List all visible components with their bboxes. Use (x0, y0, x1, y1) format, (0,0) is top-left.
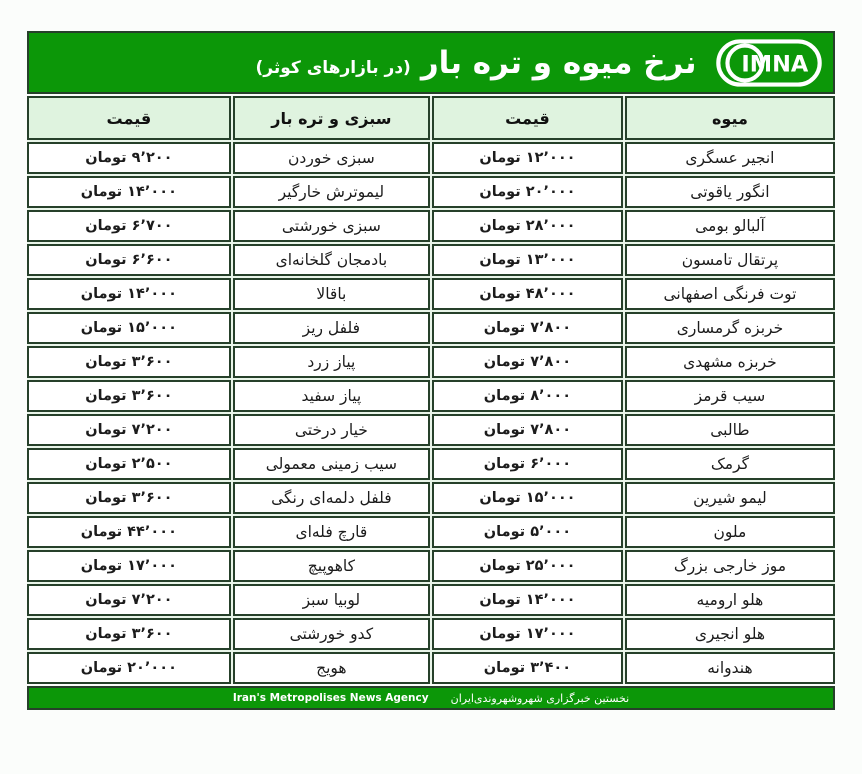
veg-name-cell: باقالا (233, 278, 430, 310)
column-header-fruit: میوه (625, 96, 835, 140)
veg-price-cell: ۳٬۶۰۰ تومان (27, 482, 231, 514)
veg-name-cell: سیب زمینی معمولی (233, 448, 430, 480)
title-subtitle: (در بازارهای کوثر) (255, 57, 411, 78)
veg-name-cell: لیموترش خارگیر (233, 176, 430, 208)
fruit-price-cell: ۵٬۰۰۰ تومان (432, 516, 623, 548)
fruit-price-cell: ۱۲٬۰۰۰ تومان (432, 142, 623, 174)
fruit-price-cell: ۶٬۰۰۰ تومان (432, 448, 623, 480)
fruit-name-cell: طالبی (625, 414, 835, 446)
veg-price-cell: ۱۴٬۰۰۰ تومان (27, 278, 231, 310)
fruit-name-cell: لیمو شیرین (625, 482, 835, 514)
veg-price-cell: ۴۴٬۰۰۰ تومان (27, 516, 231, 548)
fruit-price-cell: ۸٬۰۰۰ تومان (432, 380, 623, 412)
fruit-price-cell: ۲۰٬۰۰۰ تومان (432, 176, 623, 208)
price-table (27, 96, 835, 684)
fruit-price-cell: ۷٬۸۰۰ تومان (432, 312, 623, 344)
veg-name-cell: قارچ فله‌ای (233, 516, 430, 548)
fruit-name-cell: توت فرنگی اصفهانی (625, 278, 835, 310)
veg-price-cell: ۳٬۶۰۰ تومان (27, 618, 231, 650)
veg-name-cell: کاهوپیچ (233, 550, 430, 582)
fruit-name-cell: خربزه گرمساری (625, 312, 835, 344)
fruit-price-cell: ۲۸٬۰۰۰ تومان (432, 210, 623, 242)
veg-name-cell: فلفل ریز (233, 312, 430, 344)
veg-name-cell: پیاز سفید (233, 380, 430, 412)
veg-price-cell: ۲۰٬۰۰۰ تومان (27, 652, 231, 684)
fruit-name-cell: خربزه مشهدی (625, 346, 835, 378)
fruit-name-cell: موز خارجی بزرگ (625, 550, 835, 582)
imna-logo-text: IMNA (741, 50, 809, 77)
veg-price-cell: ۲٬۵۰۰ تومان (27, 448, 231, 480)
fruit-name-cell: هلو ارومیه (625, 584, 835, 616)
imna-logo-icon (715, 37, 823, 89)
veg-name-cell: بادمجان گلخانه‌ای (233, 244, 430, 276)
veg-price-cell: ۱۵٬۰۰۰ تومان (27, 312, 231, 344)
veg-price-cell: ۷٬۲۰۰ تومان (27, 584, 231, 616)
veg-name-cell: سبزی خوردن (233, 142, 430, 174)
veg-price-cell: ۷٬۲۰۰ تومان (27, 414, 231, 446)
page-title (256, 45, 697, 81)
price-table-poster (27, 31, 835, 710)
fruit-name-cell: ملون (625, 516, 835, 548)
fruit-price-cell: ۴۸٬۰۰۰ تومان (432, 278, 623, 310)
veg-price-cell: ۱۴٬۰۰۰ تومان (27, 176, 231, 208)
veg-name-cell: لوبیا سبز (233, 584, 430, 616)
veg-price-cell: ۶٬۷۰۰ تومان (27, 210, 231, 242)
fruit-name-cell: آلبالو بومی (625, 210, 835, 242)
footer-agency-name-en: Iran's Metropolises News Agency (232, 692, 429, 704)
fruit-price-cell: ۱۴٬۰۰۰ تومان (432, 584, 623, 616)
fruit-price-cell: ۱۳٬۰۰۰ تومان (432, 244, 623, 276)
veg-price-cell: ۹٬۲۰۰ تومان (27, 142, 231, 174)
fruit-name-cell: گرمک (625, 448, 835, 480)
veg-price-cell: ۳٬۶۰۰ تومان (27, 380, 231, 412)
title-bar (27, 31, 835, 94)
fruit-price-cell: ۲۵٬۰۰۰ تومان (432, 550, 623, 582)
fruit-name-cell: انجیر عسگری (625, 142, 835, 174)
veg-name-cell: کدو خورشتی (233, 618, 430, 650)
veg-price-cell: ۱۷٬۰۰۰ تومان (27, 550, 231, 582)
fruit-price-cell: ۳٬۴۰۰ تومان (432, 652, 623, 684)
footer-agency-name-fa: نخستین خبرگزاری شهروشهروندی‌ایران (450, 691, 630, 705)
veg-name-cell: خیار درختی (233, 414, 430, 446)
fruit-name-cell: هندوانه (625, 652, 835, 684)
column-header-veg-price: قیمت (27, 96, 231, 140)
veg-name-cell: پیاز زرد (233, 346, 430, 378)
veg-name-cell: سبزی خورشتی (233, 210, 430, 242)
fruit-name-cell: پرتقال تامسون (625, 244, 835, 276)
fruit-price-cell: ۷٬۸۰۰ تومان (432, 346, 623, 378)
veg-name-cell: فلفل دلمه‌ای رنگی (233, 482, 430, 514)
fruit-name-cell: انگور یاقوتی (625, 176, 835, 208)
footer-bar (27, 686, 835, 710)
column-header-fruit-price: قیمت (432, 96, 623, 140)
column-header-veg: سبزی و تره بار (233, 96, 430, 140)
fruit-name-cell: هلو انجیری (625, 618, 835, 650)
fruit-price-cell: ۷٬۸۰۰ تومان (432, 414, 623, 446)
veg-price-cell: ۶٬۶۰۰ تومان (27, 244, 231, 276)
fruit-price-cell: ۱۷٬۰۰۰ تومان (432, 618, 623, 650)
title-text: نرخ میوه و تره بار (420, 44, 697, 81)
fruit-name-cell: سیب قرمز (625, 380, 835, 412)
veg-price-cell: ۳٬۶۰۰ تومان (27, 346, 231, 378)
veg-name-cell: هویج (233, 652, 430, 684)
fruit-price-cell: ۱۵٬۰۰۰ تومان (432, 482, 623, 514)
